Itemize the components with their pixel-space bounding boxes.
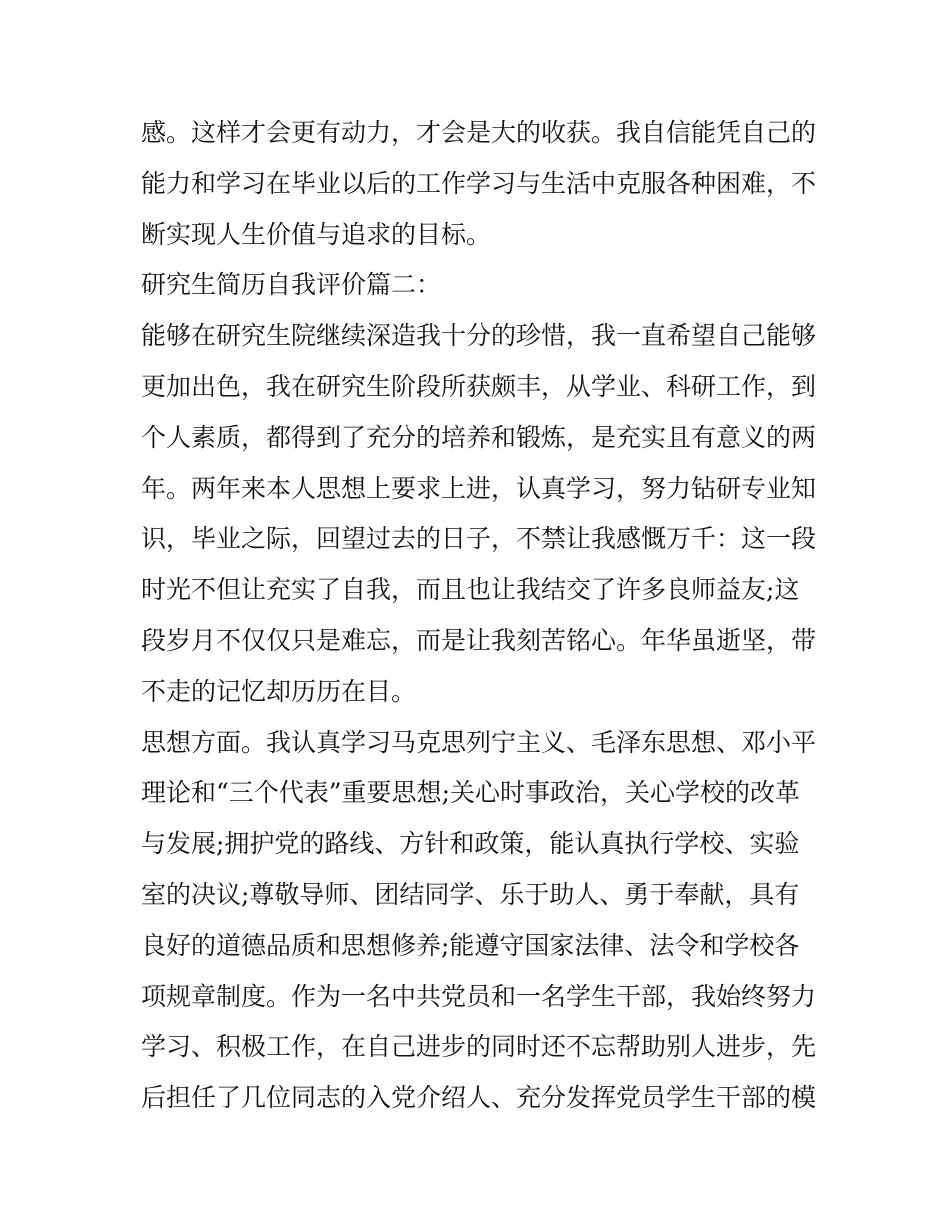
text-line: 学习、积极工作，在自己进步的同时还不忘帮助别人进步，先 — [141, 1032, 817, 1062]
text-line: 理论和“三个代表”重要思想;关心时事政治，关心学校的改革 — [141, 778, 800, 808]
text-line: 能够在研究生院继续深造我十分的珍惜，我一直希望自己能够 — [141, 321, 817, 351]
text-line: 不走的记忆却历历在目。 — [141, 676, 417, 706]
text-line: 断实现人生价值与追求的目标。 — [141, 219, 492, 249]
document-body — [141, 108, 821, 1124]
text-line: 良好的道德品质和思想修养;能遵守国家法律、法令和学校各 — [141, 930, 800, 960]
text-line: 段岁月不仅仅只是难忘，而是让我刻苦铭心。年华虽逝坚，带 — [141, 625, 817, 655]
text-line: 个人素质，都得到了充分的培养和锻炼，是充实且有意义的两 — [141, 422, 817, 452]
text-line: 与发展;拥护党的路线、方针和政策，能认真执行学校、实验 — [141, 829, 800, 859]
text-line: 室的决议;尊敬导师、团结同学、乐于助人、勇于奉献，具有 — [141, 879, 800, 909]
text-line: 思想方面。我认真学习马克思列宁主义、毛泽东思想、邓小平 — [141, 727, 817, 757]
text-line: 更加出色，我在研究生阶段所获颇丰，从学业、科研工作，到 — [141, 371, 817, 401]
text-line: 项规章制度。作为一名中共党员和一名学生干部，我始终努力 — [141, 981, 817, 1011]
section-heading: 研究生简历自我评价篇二： — [141, 270, 442, 300]
text-line: 时光不但让充实了自我，而且也让我结交了许多良师益友;这 — [141, 575, 800, 605]
text-line: 能力和学习在毕业以后的工作学习与生活中克服各种困难，不 — [141, 168, 817, 198]
text-line: 识，毕业之际，回望过去的日子，不禁让我感慨万千：这一段 — [141, 524, 817, 554]
text-line: 感。这样才会更有动力，才会是大的收获。我自信能凭自己的 — [141, 118, 817, 147]
text-line: 年。两年来本人思想上要求上进，认真学习，努力钻研专业知 — [141, 473, 817, 503]
text-line: 后担任了几位同志的入党介绍人、充分发挥党员学生干部的模 — [141, 1083, 817, 1113]
